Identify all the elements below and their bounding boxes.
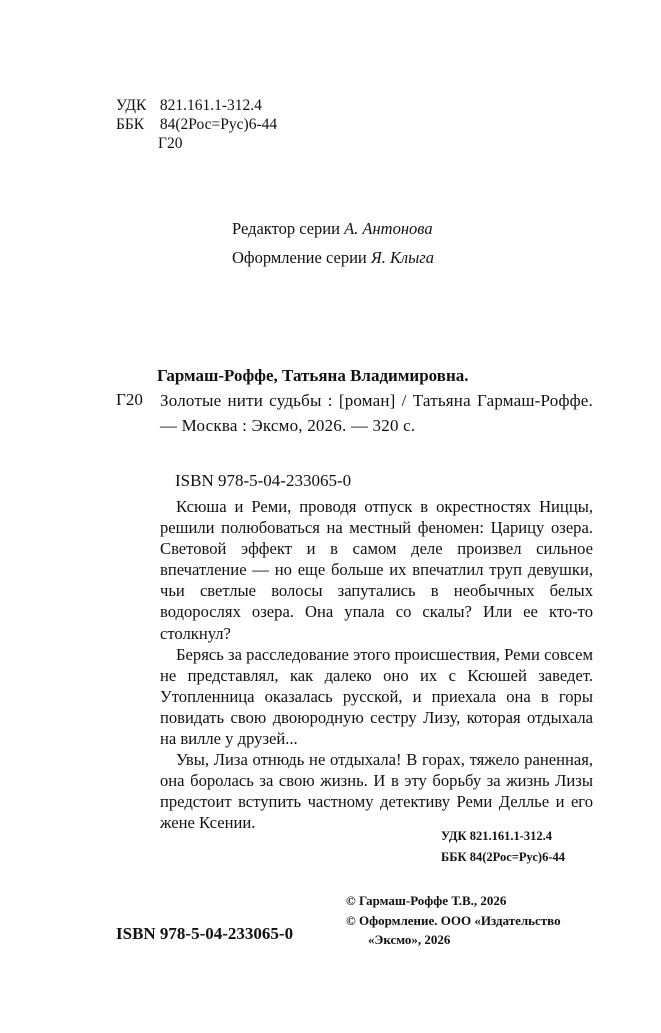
author-code: Г20	[158, 135, 183, 152]
annotation	[160, 496, 593, 834]
classification-block	[116, 96, 277, 153]
copyright-design: © Оформление. ООО «Издательство	[346, 912, 561, 928]
isbn-line: ISBN 978-5-04-233065-0	[175, 471, 352, 490]
bbk-row	[116, 115, 277, 134]
isbn-bottom: ISBN 978-5-04-233065-0	[116, 924, 294, 943]
series-design-line	[232, 243, 434, 272]
annotation-paragraph: Берясь за расследование этого происшествия, Реми совсем не представлял, как далеко оно их с Ксюшей заведет. Утопленница оказалась русской, и приехала она в горы повидать свою двоюродную сестру Лизу, которая отдыхала на вилле у друзей...	[160, 644, 593, 749]
author-heading: Гармаш-Роффе, Татьяна Владимировна.	[157, 366, 469, 385]
udc-value: 821.161.1-312.4	[159, 97, 262, 114]
catalog-code: Г20	[116, 390, 143, 409]
bbk-value: 84(2Рос=Рус)6-44	[159, 116, 278, 133]
series-editor-line	[232, 214, 434, 243]
udc-label: УДК	[116, 97, 147, 114]
annotation-paragraph: Увы, Лиза отнюдь не отдыхала! В горах, тяжело раненная, она боролась за свою жизнь. И в эту борьбу за жизнь Лизы предстоит вступить частному детективу Реми Деллье и его жене Ксении.	[160, 750, 593, 833]
bbk-line-bottom: ББК 84(2Рос=Рус)6-44	[441, 850, 565, 864]
copyright-block	[346, 891, 561, 950]
copyright-design-cont: «Эксмо», 2026	[368, 932, 451, 947]
annotation-paragraph: Ксюша и Реми, проводя отпуск в окрестностях Ниццы, решили полюбоваться на местный феномен: Царицу озера. Световой эффект и в самом деле произвел сильное впечатление — но еще больше их впечатлил труп девушки, чьи светлые волосы запутались в необычных белых водорослях озера. Она упала со скалы? Или ее кто-то столкнул?	[160, 497, 593, 643]
classification-codes-bottom	[441, 826, 565, 868]
series-editor-name: А. Антонова	[344, 219, 433, 238]
series-design-name: Я. Клыга	[370, 248, 434, 267]
series-editor-label: Редактор серии	[232, 219, 340, 238]
udc-line-bottom: УДК 821.161.1-312.4	[441, 829, 552, 843]
bbk-label: ББК	[116, 116, 145, 133]
bibliographic-description: Золотые нити судьбы : [роман] / Татьяна Гармаш-Роффе. — Москва : Эксмо, 2026. — 320 с.	[160, 391, 593, 435]
series-credits	[232, 214, 434, 272]
series-design-label: Оформление серии	[232, 248, 367, 267]
author-code-row	[116, 134, 277, 153]
udc-row	[116, 96, 277, 115]
copyright-author: © Гармаш-Роффе Т.В., 2026	[346, 893, 507, 908]
